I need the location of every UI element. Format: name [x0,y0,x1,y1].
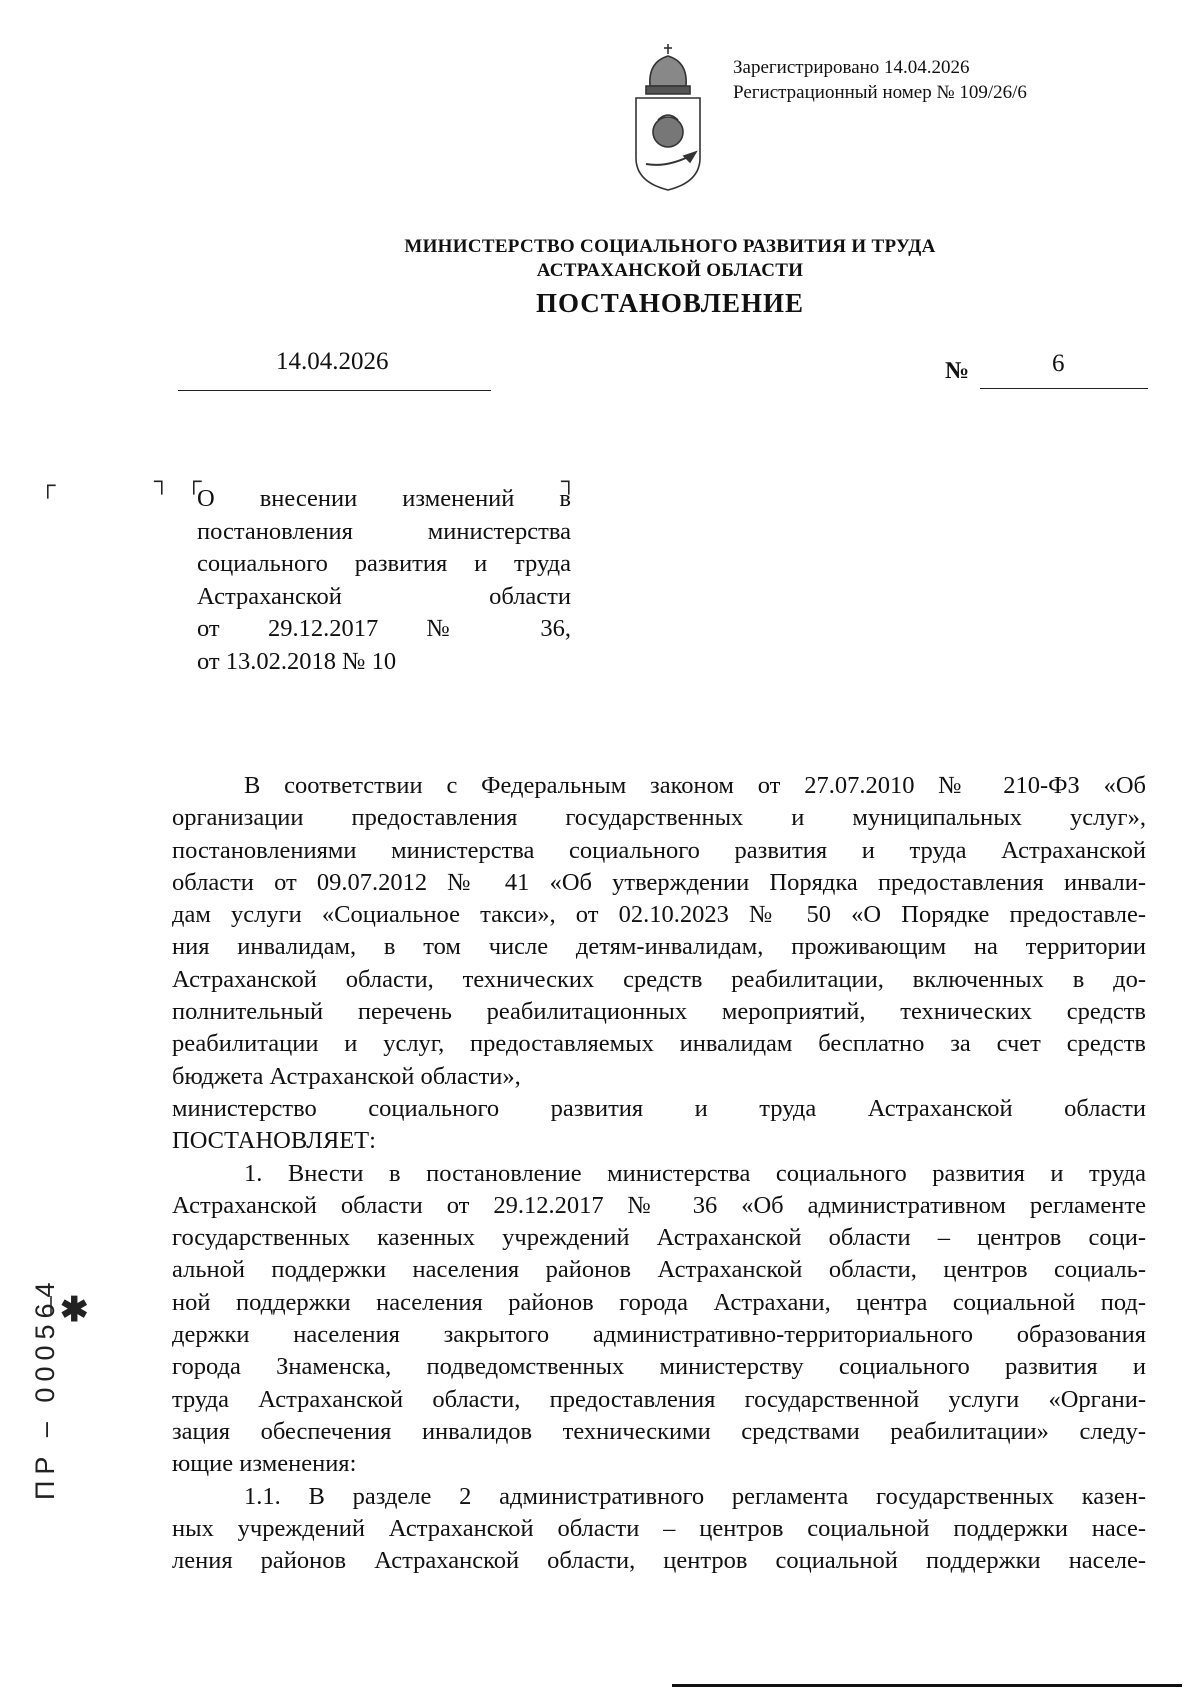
body-line: держки населения закрытого административно-территориального образования [172,1321,1146,1349]
body-line: дам услуги «Социальное такси», от 02.10.2023 № 50 «О Порядке предоставле- [172,901,1146,929]
corner-mark-inner-left: ┐ [154,468,170,493]
body-line: города Знаменска, подведомственных министерству социального развития и [172,1353,1146,1381]
number-underline [980,388,1148,389]
subject-line: О внесении изменений в [197,485,571,512]
body-line: ления районов Астраханской области, центров социальной поддержки населе- [172,1547,1146,1575]
bottom-rule [672,1684,1182,1687]
subject-line: постановления министерства [197,517,571,545]
subject-line: от 13.02.2018 № 10 [197,647,397,675]
body-line: постановлениями министерства социального развития и труда Астраханской [172,836,1146,864]
body-line: организации предоставления государственных и муниципальных услуг», [172,804,1146,832]
body-line: В соответствии с Федеральным законом от 27.07.2010 № 210-ФЗ «Об [244,772,1146,799]
subject-line: от 29.12.2017 № 36, [197,615,571,642]
body-line: 1. Внести в постановление министерства социального развития и труда [244,1159,1146,1187]
body-line: министерство социального развития и труда Астраханской области [172,1094,1146,1122]
registration-number: Регистрационный номер № 109/26/6 [733,82,1027,103]
document-subject [197,483,571,678]
margin-form-code: ПР – 000564 [30,1276,60,1500]
corner-mark-subject-left: ┌ [186,468,202,493]
body-line: зация обеспечения инвалидов техническими средствами реабилитации» следу- [172,1417,1146,1445]
document-number: 6 [1052,350,1065,377]
body-line: реабилитации и услуг, предоставляемых инвалидам бесплатно за счет средств [172,1030,1146,1058]
corner-mark-left: ┌ [40,472,56,497]
body-line: ющие изменения: [172,1450,357,1478]
body-line: альной поддержки населения районов Астраханской области, центров социаль- [172,1256,1146,1284]
subject-line: Астраханской области [197,582,571,610]
body-line: государственных казенных учреждений Астраханской области – центров соци- [172,1224,1146,1252]
document-type: ПОСТАНОВЛЕНИЕ [535,288,805,318]
body-line-resolves: ПОСТАНОВЛЯЕТ: [172,1127,376,1155]
body-line: области от 09.07.2012 № 41 «Об утверждении Порядка предоставления инвали- [172,868,1146,896]
body-line: ных учреждений Астраханской области – центров социальной поддержки насе- [172,1514,1146,1542]
body-line: 1.1. В разделе 2 административного регламента государственных казен- [244,1482,1146,1510]
body-line: ной поддержки населения районов города Астрахани, центра социальной под- [172,1288,1146,1316]
number-sign: № [945,358,970,384]
body-line: Астраханской области, технических средств реабилитации, включенных в до- [172,965,1146,993]
corner-mark-subject-right: ┐ [561,468,577,493]
date-underline [178,390,491,391]
document-date: 14.04.2026 [276,348,389,375]
document-body [172,770,1146,1577]
ministry-name-line2: АСТРАХАНСКОЙ ОБЛАСТИ [536,260,804,281]
ministry-name-line1: МИНИСТЕРСТВО СОЦИАЛЬНОГО РАЗВИТИЯ И ТРУДА [404,236,936,257]
body-line: труда Астраханской области, предоставления государственной услуги «Органи- [172,1385,1146,1413]
registration-date: Зарегистрировано 14.04.2026 [733,57,970,78]
body-line: Астраханской области от 29.12.2017 № 36 «Об административном регламенте [172,1191,1146,1219]
body-line: полнительный перечень реабилитационных мероприятий, технических средств [172,998,1146,1026]
body-line: ния инвалидам, в том числе детям-инвалидам, проживающим на территории [172,933,1146,961]
margin-star-mark: ✱ [60,1292,89,1329]
subject-line: социального развития и труда [197,550,571,577]
body-line: бюджета Астраханской области», [172,1062,521,1090]
coat-of-arms-emblem [628,40,708,200]
